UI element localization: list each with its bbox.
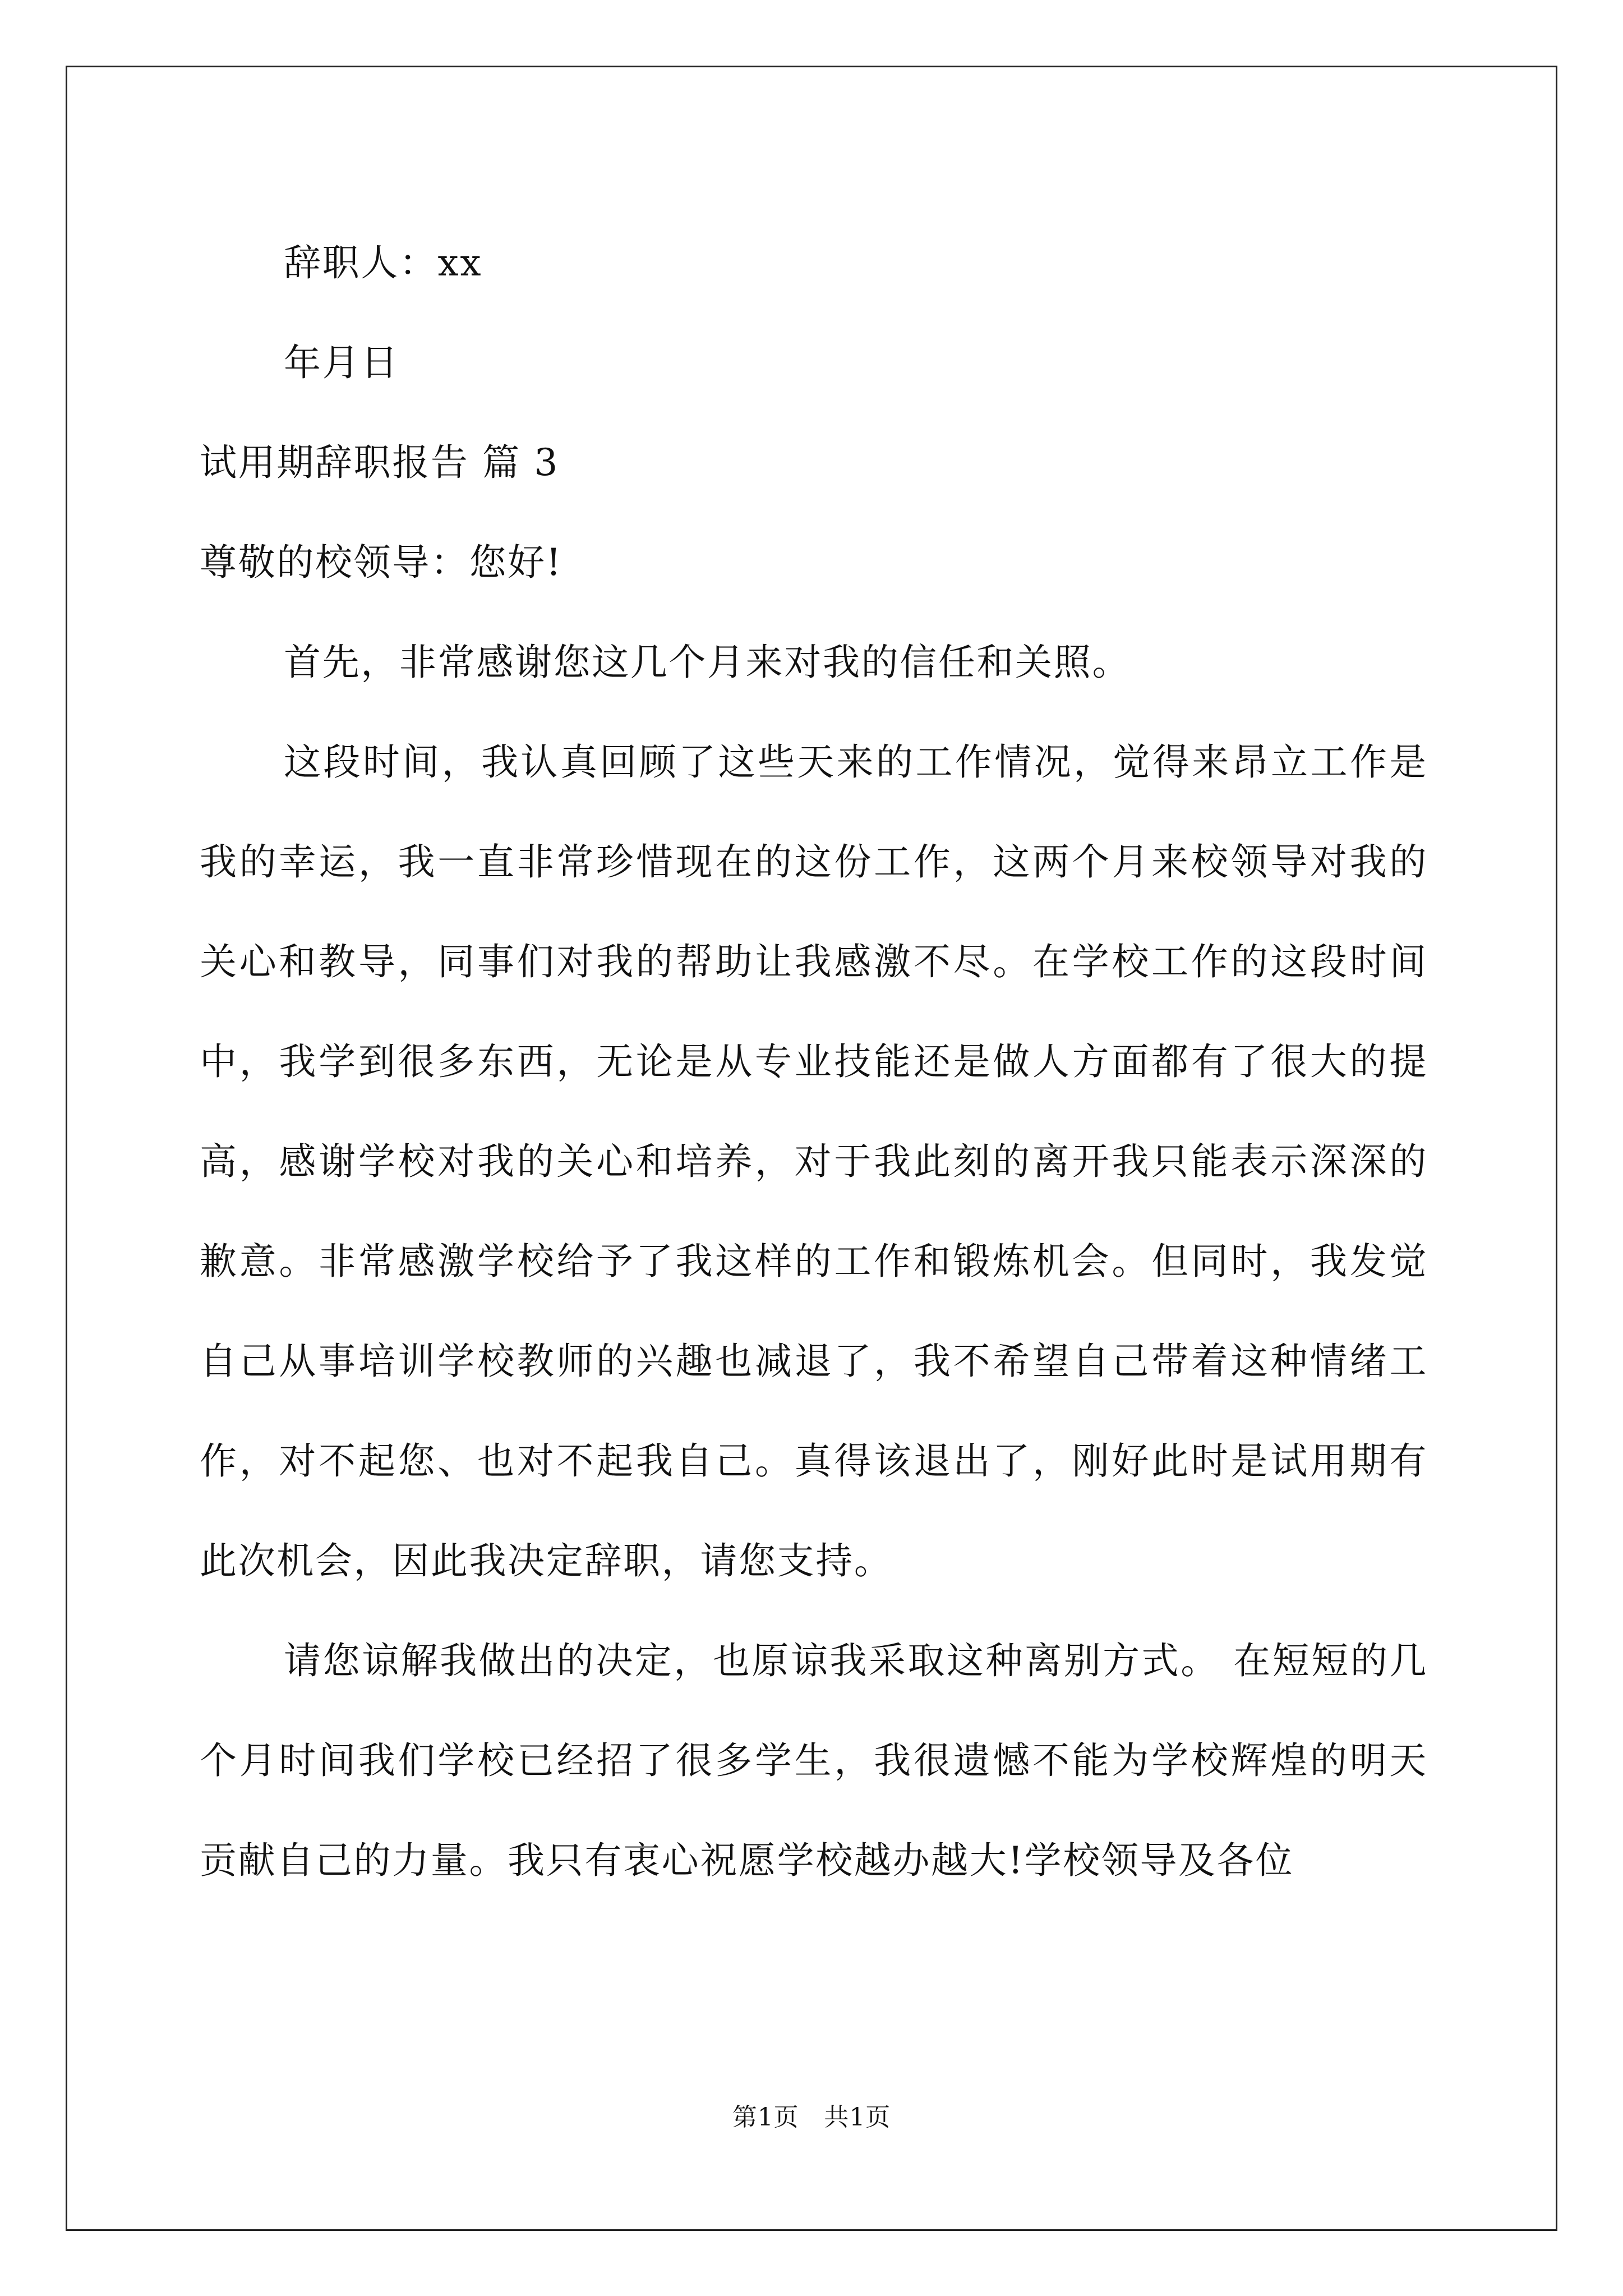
section-heading: 试用期辞职报告 篇 3 (200, 441, 559, 484)
document-body (200, 213, 1428, 1911)
page-number: 第1页 共1页 (732, 2103, 891, 2132)
salutation: 尊敬的校领导：您好! (200, 541, 562, 584)
signature-line: 辞职人：xx (284, 241, 483, 284)
paragraph-thanks: 首先，非常感谢您这几个月来对我的信任和关照。 (284, 641, 1131, 684)
paragraph-closing: 请您谅解我做出的决定，也原谅我采取这种离别方式。 在短短的几个月时间我们学校已经招了很多学生，我很遗憾不能为学校辉煌的明天贡献自己的力量。我只有衷心祝愿学校越办越大!学校领导及各位 (200, 1639, 1428, 1882)
paragraph-body: 这段时间，我认真回顾了这些天来的工作情况，觉得来昂立工作是我的幸运，我一直非常珍惜现在的这份工作，这两个月来校领导对我的关心和教导，同事们对我的帮助让我感激不尽。在学校工作的这段时间中，我学到很多东西，无论是从专业技能还是做人方面都有了很大的提高，感谢学校对我的关心和培养，对于我此刻的离开我只能表示深深的歉意。非常感激学校给予了我这样的工作和锻炼机会。但同时，我发觉自己从事培训学校教师的兴趣也减退了，我不希望自己带着这种情绪工作，对不起您、也对不起我自己。真得该退出了，刚好此时是试用期有此次机会，因此我决定辞职，请您支持。 (200, 740, 1428, 1582)
date-line: 年月日 (284, 341, 399, 384)
